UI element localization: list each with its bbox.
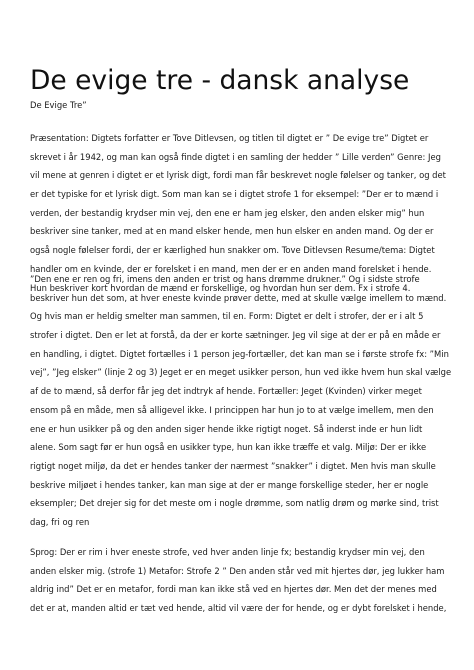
text-line: dag, fri og ren <box>30 516 90 527</box>
text-line: Hun beskriver kort hvordan de mænd er forskellige, og hvordan hun ser dem. Fx i strofe 4. <box>30 282 411 293</box>
text-line: vej”, ”Jeg elsker” (linje 2 og 3) Jeget er en meget usikker person, hun ved ikke hvem hun skal vælge <box>30 367 452 378</box>
text-line: ”Den ene er ren og fri, imens den anden er trist og hans drømme drukner.” Og i sidste strofe <box>30 274 420 284</box>
text-line: Præsentation: Digtets forfatter er Tove Ditlevsen, og titlen til digtet er ” De evige tre” Digtet er <box>30 133 429 143</box>
text-line: alene. Som sagt før er hun også en usikker type, hun kan ikke træffe et valg. Miljø: Der er ikke <box>30 442 427 453</box>
text-line: Og hvis man er heldig smelter man sammen, til en. Form: Digtet er delt i strofer, der er i alt 5 <box>30 311 424 322</box>
document-title: De evige tre - dansk analyse <box>30 65 410 96</box>
text-line: også nogle følelser fordi, der er kærlighed hun snakker om. Tove Ditlevsen Resume/tema: Digtet <box>30 245 435 256</box>
text-line: handler om en kvinde, der er forelsket i en mand, men der er en anden mand forelsket i hende. <box>30 263 432 274</box>
text-line: af de to mænd, så derfor får jeg det indtryk af hende. Fortæller: Jeget (Kvinden) virker meget <box>30 386 422 397</box>
text-line: vil mene at genren i digtet er et lyrisk digt, fordi man får beskrevet nogle følelser og tanker, og det <box>30 170 446 181</box>
text-line: skrevet i år 1942, og man kan også finde digtet i en samling der hedder ” Lille verden” Genre: Jeg <box>30 151 441 162</box>
text-line: beskrive miljøet i hendes tanker, kan man sige at der er mange forskellige steder, her er nogle <box>30 479 429 490</box>
text-line: verden, der bestandig krydser min vej, den ene er ham jeg elsker, den anden elsker mig” hun <box>30 207 425 218</box>
paragraph-language <box>30 543 454 618</box>
text-line: beskriver hun det som, at hver eneste kvinde prøver dette, med at skulle vælge imellem to mænd. <box>30 292 447 303</box>
text-line: Sprog: Der er rim i hver eneste strofe, ved hver anden linje fx; bestandig krydser min vej, den <box>30 547 425 557</box>
text-line: en handling, i digtet. Digtet fortælles i 1 person jeg-fortæller, det kan man se i første strofe fx: ”Min <box>30 348 449 359</box>
text-line: aldrig ind” Det er en metafor, fordi man kan ikke stå ved en hjertes dør. Men det der menes med <box>30 584 437 595</box>
text-line: det er at, manden altid er tæt ved hende, altid vil være der for hende, og er dybt forelsket i hende, <box>30 603 447 614</box>
text-line: anden elsker mig. (strofe 1) Metafor: Strofe 2 ” Den anden står ved mit hjertes dør, jeg lukker ham <box>30 565 445 576</box>
text-line: er det typiske for et lyrisk digt. Som man kan se i digtet strofe 1 for eksempel: ”Der er to mænd i <box>30 189 439 200</box>
text-line: ensom på en måde, men så alligevel ikke. I princippen har hun jo to at vælge imellem, men den <box>30 404 434 415</box>
paragraph-form <box>30 270 454 532</box>
text-line: eksempler; Det drejer sig for det meste om i nogle drømme, som natlig drøm og mørke sind, trist <box>30 498 439 509</box>
text-line: ene er hun usikker på og den anden siger hende ikke rigtigt noget. Så inderst inde er hun lidt <box>30 423 423 434</box>
text-line: strofer i digtet. Den er let at forstå, da der er korte sætninger. Jeg vil sige at der er på en måde er <box>30 330 441 341</box>
document-subtitle: De Evige Tre” <box>30 100 87 110</box>
text-line: rigtigt noget miljø, da det er hendes tanker der nærmest ”snakker” i digtet. Men hvis man skulle <box>30 460 436 471</box>
text-line: beskriver sine tanker, med at en mand elsker hende, men hun elsker en anden mand. Og der er <box>30 226 434 237</box>
